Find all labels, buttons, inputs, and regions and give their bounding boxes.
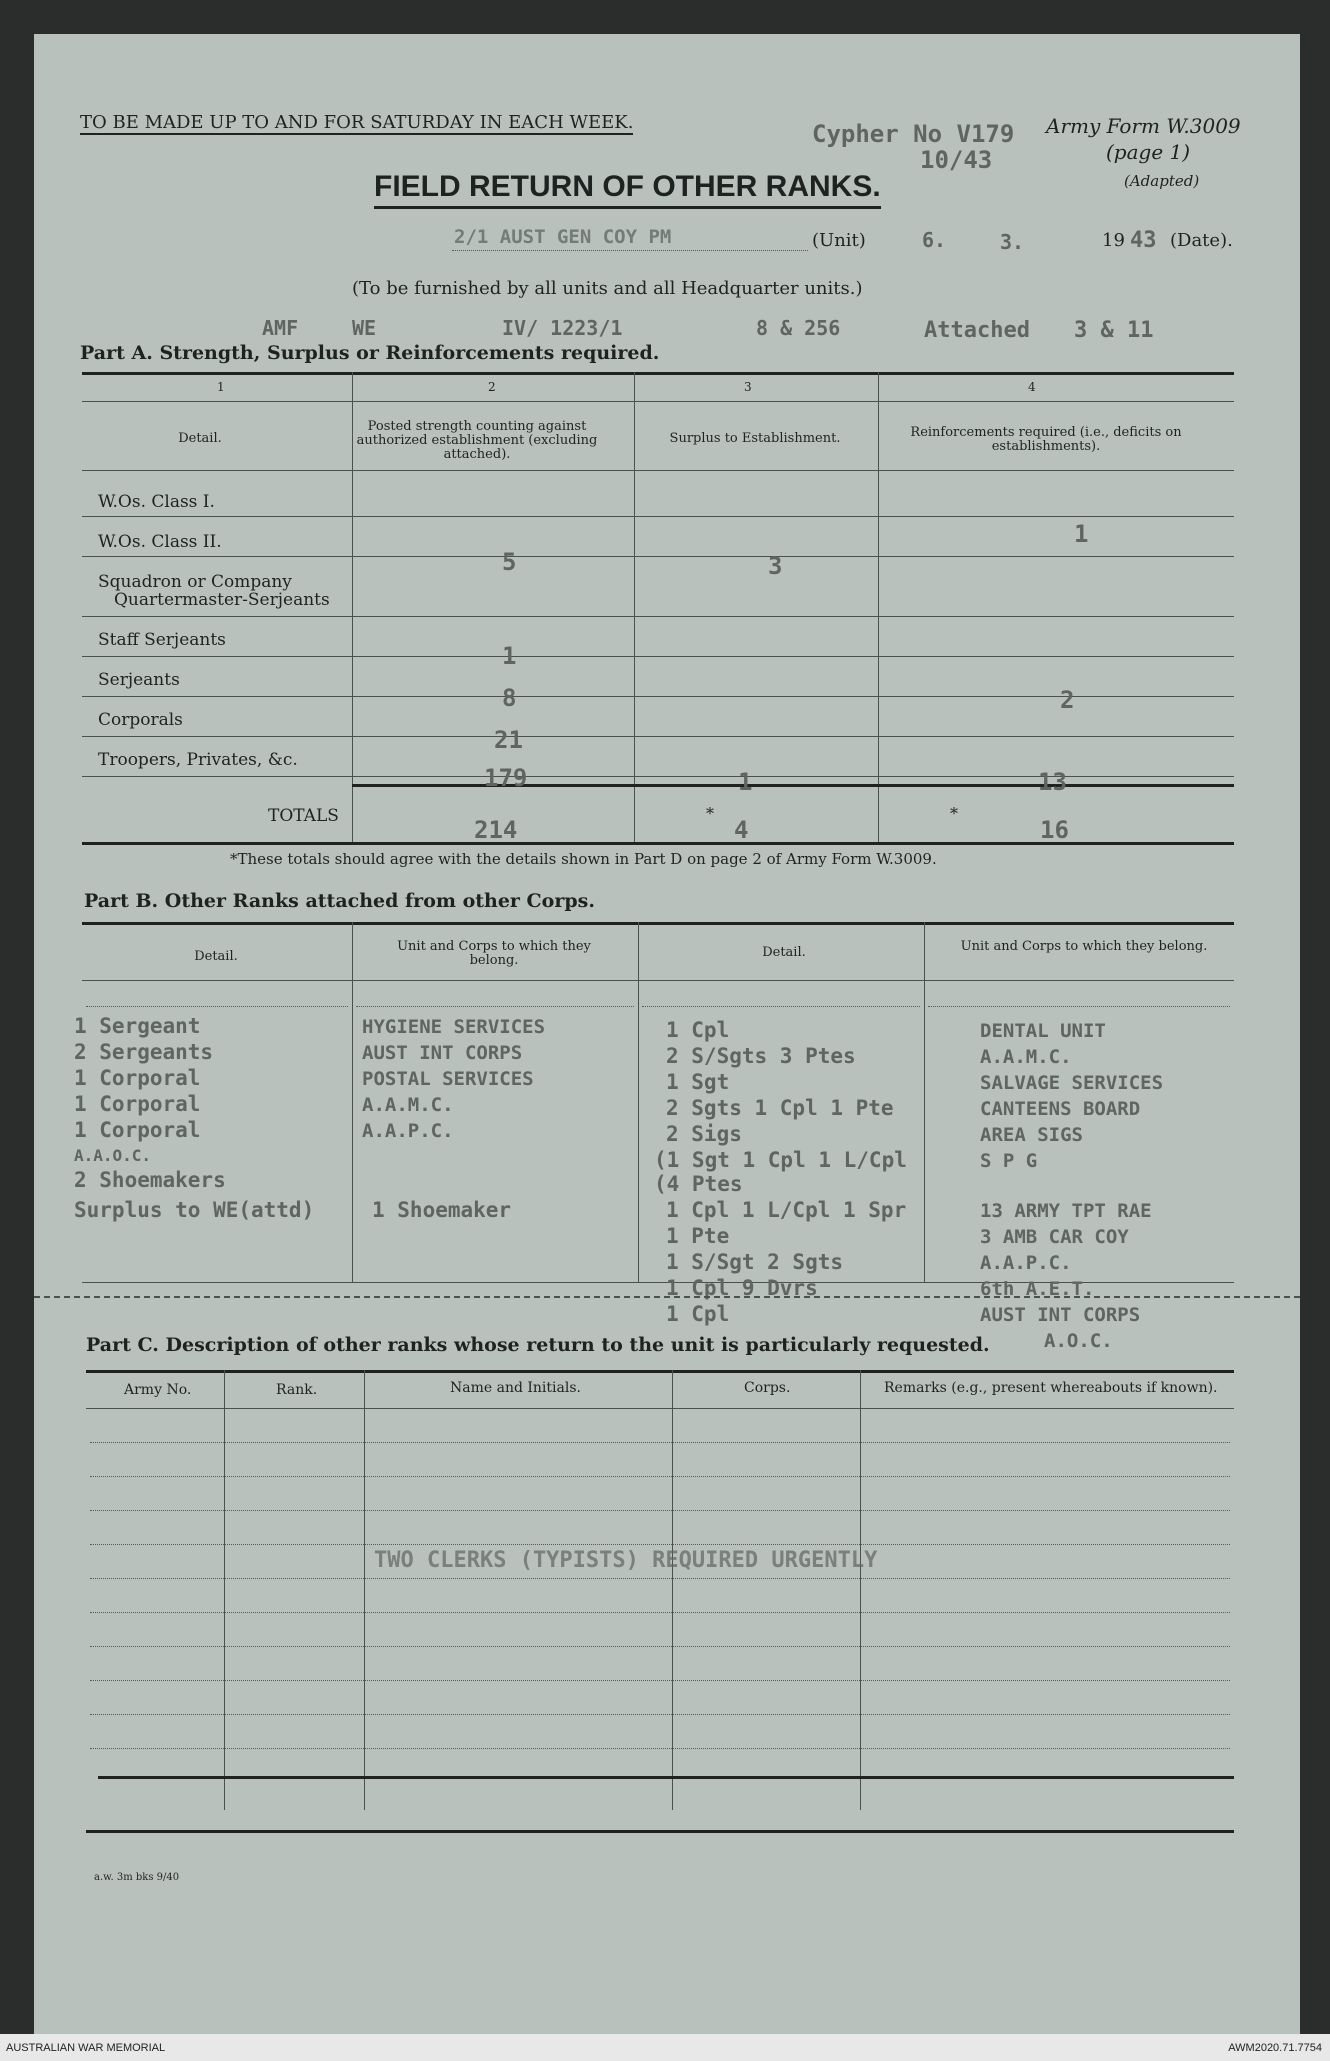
part-a-head-detail: Detail.: [178, 431, 222, 446]
b-right-unit-10: A.A.P.C.: [980, 1252, 1072, 1274]
posted-serjeants: 8: [502, 684, 517, 712]
b-left-unit-3: POSTAL SERVICES: [362, 1068, 534, 1090]
surplus-wo-class-2: 3: [768, 552, 783, 580]
part-b-head-detail-2: Detail.: [762, 945, 806, 960]
b-right-unit-5: AREA SIGS: [980, 1124, 1083, 1146]
row-wo-class-2: W.Os. Class II.: [98, 532, 222, 552]
part-c-head-corps: Corps.: [744, 1380, 791, 1396]
b-right-detail-11: 1 Cpl 9 Dvrs: [666, 1276, 818, 1300]
col-number-3: 3: [744, 380, 752, 394]
b-left-unit-2: AUST INT CORPS: [362, 1042, 523, 1064]
b-left-detail-7: 2 Shoemakers: [74, 1168, 226, 1192]
date-day: 6.: [922, 228, 947, 252]
b-right-unit-1: DENTAL UNIT: [980, 1020, 1106, 1042]
date-year-prefix: 19: [1102, 230, 1125, 251]
row-cqms: Squadron or Company: [98, 572, 292, 592]
part-c-head-remarks: Remarks (e.g., present whereabouts if known).: [884, 1380, 1218, 1396]
b-left-detail-5: 1 Corporal: [74, 1118, 201, 1142]
b-right-detail-7: (4 Ptes: [654, 1172, 743, 1196]
b-right-detail-1: 1 Cpl: [666, 1018, 730, 1042]
b-left-detail-4: 1 Corporal: [74, 1092, 201, 1116]
print-code: a.w. 3m bks 9/40: [94, 1872, 180, 1883]
part-b-head-unit-1: Unit and Corps to which they belong.: [397, 939, 591, 968]
posted-staff-serjeants: 1: [502, 642, 517, 670]
b-right-unit-4: CANTEENS BOARD: [980, 1098, 1141, 1120]
row-troopers: Troopers, Privates, &c.: [98, 750, 298, 770]
date-label: (Date).: [1170, 230, 1233, 251]
part-a-footnote: *These totals should agree with the details shown in Part D on page 2 of Army Form W.3009.: [230, 850, 937, 868]
establishment-we: WE: [352, 316, 377, 340]
b-right-detail-2: 2 S/Sgts 3 Ptes: [666, 1044, 856, 1068]
total-posted: 214: [474, 816, 518, 844]
part-a-head-posted: Posted strength counting against authorized establishment (excluding attached).: [356, 419, 598, 462]
b-right-unit-8: 13 ARMY TPT RAE: [980, 1200, 1152, 1222]
part-a-head-surplus: Surplus to Establishment.: [669, 431, 841, 446]
b-left-unit-1: HYGIENE SERVICES: [362, 1016, 546, 1038]
archive-footer: [0, 2034, 1330, 2061]
b-right-unit-9: 3 AMB CAR COY: [980, 1226, 1129, 1248]
b-right-detail-12: 1 Cpl: [666, 1302, 730, 1326]
surplus-asterisk: *: [706, 804, 714, 823]
page-title: FIELD RETURN OF OTHER RANKS.: [374, 170, 881, 209]
b-right-detail-4: 2 Sgts 1 Cpl 1 Pte: [666, 1096, 894, 1120]
b-right-unit-6: S P G: [980, 1150, 1038, 1172]
unit-value: 2/1 AUST GEN COY PM: [454, 226, 672, 248]
totals-label: TOTALS: [268, 806, 339, 826]
part-c-head-army-no: Army No.: [124, 1382, 192, 1398]
attached-label: Attached: [924, 318, 1030, 343]
row-corporals: Corporals: [98, 710, 183, 730]
establishment-amf: AMF: [262, 316, 299, 340]
b-right-detail-10: 1 S/Sgt 2 Sgts: [666, 1250, 844, 1274]
unit-label: (Unit): [812, 230, 866, 251]
reinf-wo-class-2: 1: [1074, 520, 1089, 548]
establishment-number: IV/ 1223/1: [502, 316, 623, 340]
row-serjeants: Serjeants: [98, 670, 180, 690]
b-left-unit-5: A.A.P.C.: [362, 1120, 454, 1142]
b-right-detail-6: (1 Sgt 1 Cpl 1 L/Cpl: [654, 1148, 907, 1172]
b-right-detail-3: 1 Sgt: [666, 1070, 730, 1094]
instruction-text: TO BE MADE UP TO AND FOR SATURDAY IN EACH WEEK.: [80, 112, 634, 133]
b-right-detail-9: 1 Pte: [666, 1224, 730, 1248]
footer-left: AUSTRALIAN WAR MEMORIAL: [6, 2042, 166, 2054]
b-left-unit-8: 1 Shoemaker: [372, 1198, 512, 1222]
row-wo-class-1: W.Os. Class I.: [98, 492, 215, 512]
establishment-strength: 8 & 256: [756, 316, 841, 340]
b-right-unit-12: AUST INT CORPS: [980, 1304, 1141, 1326]
surplus-troopers: 1: [738, 768, 753, 796]
part-a-head-reinf: Reinforcements required (i.e., deficits on establishments).: [910, 425, 1182, 454]
part-c-head-rank: Rank.: [276, 1382, 318, 1398]
part-c-head-name: Name and Initials.: [450, 1380, 581, 1396]
b-left-detail-1: 1 Sergeant: [74, 1014, 201, 1038]
b-right-unit-2: A.A.M.C.: [980, 1046, 1072, 1068]
adapted-label: (Adapted): [1124, 172, 1200, 190]
b-left-detail-3: 1 Corporal: [74, 1066, 201, 1090]
col-number-1: 1: [217, 380, 225, 394]
furnished-note: (To be furnished by all units and all Headquarter units.): [352, 278, 863, 299]
part-b-head-unit-2: Unit and Corps to which they belong.: [960, 939, 1208, 954]
b-left-detail-6: A.A.O.C.: [74, 1146, 152, 1165]
b-left-unit-4: A.A.M.C.: [362, 1094, 454, 1116]
b-right-detail-5: 2 Sigs: [666, 1122, 742, 1146]
part-a-title: Part A. Strength, Surplus or Reinforcements required.: [80, 342, 660, 364]
reinf-asterisk: *: [950, 804, 958, 823]
reinf-serjeants: 2: [1060, 686, 1075, 714]
b-overflow-unit: A.O.C.: [1044, 1330, 1113, 1352]
b-right-unit-3: SALVAGE SERVICES: [980, 1072, 1164, 1094]
page-number: (page 1): [1106, 140, 1191, 164]
b-left-detail-2: 2 Sergeants: [74, 1040, 214, 1064]
posted-wo-class-2: 5: [502, 548, 517, 576]
reinf-troopers: 13: [1038, 768, 1067, 796]
row-staff-serjeants: Staff Serjeants: [98, 630, 226, 650]
posted-corporals: 21: [494, 726, 523, 754]
total-reinf: 16: [1040, 816, 1069, 844]
date-year: 43: [1130, 228, 1157, 253]
col-number-2: 2: [488, 380, 496, 394]
b-right-unit-11: 6th A.E.T.: [980, 1278, 1095, 1300]
b-left-detail-8: Surplus to WE(attd): [74, 1198, 315, 1222]
form-number: Army Form W.3009: [1046, 114, 1241, 138]
part-c-title: Part C. Description of other ranks whose return to the unit is particularly requested.: [86, 1334, 990, 1356]
cypher-number-2: 10/43: [920, 146, 993, 174]
part-c-typed-note: TWO CLERKS (TYPISTS) REQUIRED URGENTLY: [374, 1548, 878, 1573]
total-surplus: 4: [734, 816, 749, 844]
b-right-detail-8: 1 Cpl 1 L/Cpl 1 Spr: [666, 1198, 907, 1222]
form-page: [34, 34, 1300, 2034]
part-b-title: Part B. Other Ranks attached from other Corps.: [84, 890, 595, 912]
date-month: 3.: [1000, 230, 1025, 254]
col-number-4: 4: [1028, 380, 1036, 394]
posted-troopers: 179: [484, 764, 528, 792]
attached-count: 3 & 11: [1074, 318, 1154, 343]
part-b-head-detail-1: Detail.: [194, 949, 238, 964]
footer-right: AWM2020.71.7754: [1228, 2042, 1322, 2054]
row-cqms-2: Quartermaster-Serjeants: [114, 590, 330, 610]
cypher-number: Cypher No V179: [812, 120, 1015, 148]
